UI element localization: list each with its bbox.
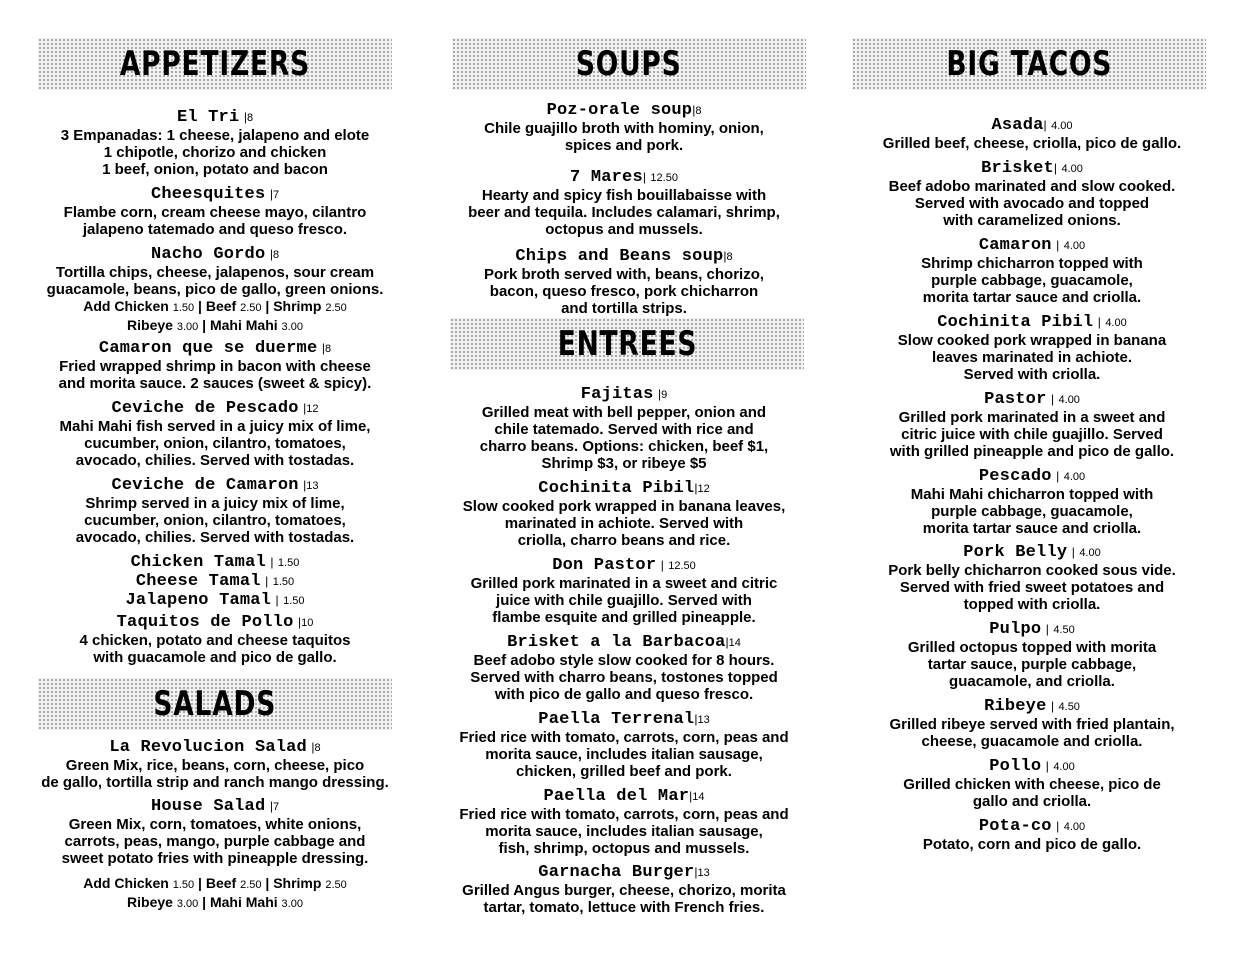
item-desc: flambe esquite and grilled pineapple. bbox=[492, 609, 756, 626]
taco-asada: Asada| 4.00 Grilled beef, cheese, criolla, pico de gallo. bbox=[832, 116, 1232, 152]
item-price: 10 bbox=[301, 617, 314, 629]
item-desc: Grilled beef, cheese, criolla, pico de gallo. bbox=[882, 135, 1182, 152]
item-desc: and morita sauce. 2 sauces (sweet & spicy). bbox=[58, 375, 372, 392]
item-desc: Potato, corn and pico de gallo. bbox=[922, 836, 1142, 853]
item-price: 4.00 bbox=[1053, 761, 1075, 773]
item-desc: with caramelized onions. bbox=[943, 212, 1121, 229]
item-name: Jalapeno Tamal bbox=[125, 591, 272, 610]
entrees-banner bbox=[450, 318, 804, 370]
item-desc: and tortilla strips. bbox=[561, 300, 687, 317]
menu-item-7-mares: 7 Mares| 12.50 Hearty and spicy fish bouillabaisse with beer and tequila. Includes calamari, shrimp, octopus and mussels. bbox=[427, 168, 821, 238]
item-desc: Tortilla chips, cheese, jalapenos, sour cream bbox=[55, 264, 375, 281]
menu-item-taquitos: Taquitos de Pollo |10 4 chicken, potato and cheese taquitos with guacamole and pico de gallo. bbox=[18, 613, 412, 666]
addon-line: Add Chicken 1.50 | Beef 2.50 | Shrimp 2.50 bbox=[83, 875, 347, 891]
item-price: 8 bbox=[314, 742, 321, 754]
menu-item-la-revolucion-salad: La Revolucion Salad |8 Green Mix, rice, beans, corn, cheese, pico de gallo, tortilla strip and ranch mango dressing. bbox=[18, 738, 412, 791]
item-desc: purple cabbage, guacamole, bbox=[931, 503, 1133, 520]
item-price: 4.00 bbox=[1058, 394, 1080, 406]
item-desc: bacon, queso fresco, pork chicharron bbox=[489, 283, 759, 300]
item-desc: Shrimp chicharron topped with bbox=[921, 255, 1143, 272]
item-price: 12.50 bbox=[668, 560, 696, 572]
big-tacos-banner bbox=[852, 38, 1206, 90]
soups-title: SOUPS bbox=[576, 44, 682, 84]
menu-item-nacho-gordo: Nacho Gordo |8 Tortilla chips, cheese, jalapenos, sour cream guacamole, beans, pico de gallo, green onions. Add Chicken 1.50 | Beef 2.50 | Shrimp 2.50 Ribeye 3.00 | Mahi Mahi 3.00 bbox=[18, 245, 412, 336]
item-price: 12 bbox=[697, 483, 710, 495]
item-price: 12.50 bbox=[650, 172, 678, 184]
item-desc: Chile guajillo broth with hominy, onion, bbox=[484, 120, 764, 137]
item-price: 8 bbox=[324, 343, 332, 355]
salads-banner bbox=[38, 678, 392, 730]
item-name: House Salad bbox=[150, 797, 266, 816]
item-desc: chicken, grilled beef and pork. bbox=[516, 763, 732, 780]
taco-pota-co: Pota-co | 4.00 Potato, corn and pico de gallo. bbox=[832, 817, 1232, 853]
item-name: Pastor bbox=[984, 390, 1047, 409]
item-price: 4.00 bbox=[1063, 821, 1086, 833]
taco-pollo: Pollo | 4.00 Grilled chicken with cheese, pico de gallo and criolla. bbox=[832, 757, 1232, 810]
item-price: 1.50 bbox=[277, 557, 300, 569]
item-desc: Beef adobo style slow cooked for 8 hours. bbox=[473, 652, 775, 669]
item-name: Paella Terrenal bbox=[538, 710, 695, 729]
item-desc: 1 chipotle, chorizo and chicken bbox=[103, 144, 327, 161]
item-price: 4.50 bbox=[1058, 701, 1080, 713]
item-desc: Pork belly chicharron cooked sous vide. bbox=[888, 562, 1176, 579]
item-desc: gallo and criolla. bbox=[972, 793, 1092, 810]
item-desc: tartar, tomato, lettuce with French fries. bbox=[483, 899, 765, 916]
item-desc: Mahi Mahi fish served in a juicy mix of lime, bbox=[59, 418, 371, 435]
item-price: 4.00 bbox=[1079, 547, 1101, 559]
item-price: 4.50 bbox=[1053, 624, 1075, 636]
item-desc: sweet potato fries with pineapple dressing. bbox=[61, 850, 369, 867]
appetizers-banner bbox=[38, 38, 392, 90]
menu-item-house-salad: House Salad |7 Green Mix, corn, tomatoes, white onions, carrots, peas, mango, purple cabbage and sweet potato fries with pineapple dressing. bbox=[18, 797, 412, 867]
addon-line: Ribeye 3.00 | Mahi Mahi 3.00 bbox=[127, 317, 303, 333]
menu-item-el-tri: El Tri |8 3 Empanadas: 1 cheese, jalapeno and elote 1 chipotle, chorizo and chicken 1 beef, onion, potato and bacon bbox=[18, 108, 412, 178]
item-desc: Grilled pork marinated in a sweet and citric bbox=[470, 575, 778, 592]
item-desc: Green Mix, rice, beans, corn, cheese, pico bbox=[65, 757, 365, 774]
taco-ribeye: Ribeye | 4.50 Grilled ribeye served with fried plantain, cheese, guacamole and criolla. bbox=[832, 697, 1232, 750]
item-desc: Grilled Angus burger, cheese, chorizo, morita bbox=[462, 882, 786, 899]
item-desc: tartar sauce, purple cabbage, bbox=[927, 656, 1137, 673]
item-desc: Fried rice with tomato, carrots, corn, peas and bbox=[459, 729, 789, 746]
item-desc: Shrimp $3, or ribeye $5 bbox=[541, 455, 707, 472]
item-name: 7 Mares bbox=[570, 168, 643, 187]
soups-banner bbox=[452, 38, 806, 90]
item-desc: Served with charro beans, tostones topped bbox=[470, 669, 778, 686]
salads-title: SALADS bbox=[153, 684, 277, 724]
item-desc: de gallo, tortilla strip and ranch mango dressing. bbox=[41, 774, 389, 791]
item-name: Poz-orale soup bbox=[546, 101, 693, 120]
menu-item-chips-and-beans-soup: Chips and Beans soup|8 Pork broth served with, beans, chorizo, bacon, queso fresco, pork chicharron and tortilla strips. bbox=[427, 247, 821, 317]
item-name: Pulpo bbox=[989, 620, 1042, 639]
item-price: 9 bbox=[661, 389, 668, 401]
item-name: Brisket a la Barbacoa bbox=[507, 633, 726, 652]
menu-item-don-pastor: Don Pastor | 12.50 Grilled pork marinated in a sweet and citric juice with chile guajillo. Served with flambe esquite and grilled pineapple. bbox=[427, 556, 821, 626]
taco-pescado: Pescado | 4.00 Mahi Mahi chicharron topped with purple cabbage, guacamole, morita tartar sauce and criolla. bbox=[832, 467, 1232, 537]
item-price: 4.00 bbox=[1061, 163, 1083, 175]
item-desc: Grilled octopus topped with morita bbox=[907, 639, 1157, 656]
appetizers-title: APPETIZERS bbox=[119, 44, 311, 84]
item-name: Ceviche de Pescado bbox=[111, 399, 299, 418]
item-desc: beer and tequila. Includes calamari, shrimp, bbox=[468, 204, 780, 221]
item-desc: with pico de gallo and queso fresco. bbox=[494, 686, 754, 703]
item-desc: carrots, peas, mango, purple cabbage and bbox=[64, 833, 366, 850]
item-desc: citric juice with chile guajillo. Served bbox=[901, 426, 1163, 443]
item-price: 13 bbox=[697, 867, 710, 879]
item-name: Pescado bbox=[978, 467, 1052, 486]
taco-pastor: Pastor | 4.00 Grilled pork marinated in a sweet and citric juice with chile guajillo. Served with grilled pineapple and pico de gallo. bbox=[832, 390, 1232, 460]
item-desc: cheese, guacamole and criolla. bbox=[921, 733, 1143, 750]
item-desc: cucumber, onion, cilantro, tomatoes, bbox=[84, 512, 346, 529]
item-desc: avocado, chilies. Served with tostadas. bbox=[75, 452, 355, 469]
item-price: 8 bbox=[695, 105, 702, 117]
item-desc: jalapeno tatemado and queso fresco. bbox=[82, 221, 348, 238]
item-desc: Mahi Mahi chicharron topped with bbox=[910, 486, 1154, 503]
item-name: Cheesquites bbox=[150, 185, 266, 204]
item-desc: fish, shrimp, octopus and mussels. bbox=[498, 840, 750, 857]
item-name: Chips and Beans soup bbox=[515, 247, 724, 266]
item-desc: Served with criolla. bbox=[963, 366, 1101, 383]
salad-addons bbox=[18, 875, 412, 913]
item-desc: with guacamole and pico de gallo. bbox=[93, 649, 337, 666]
item-name: Paella del Mar bbox=[543, 787, 690, 806]
item-name: Pota-co bbox=[978, 817, 1052, 836]
item-price: 4.00 bbox=[1063, 240, 1086, 252]
item-price: 4.00 bbox=[1051, 120, 1073, 132]
item-name: Pork Belly bbox=[963, 543, 1068, 562]
item-price: 7 bbox=[272, 189, 280, 201]
item-desc: Beef adobo marinated and slow cooked. bbox=[888, 178, 1176, 195]
item-price: 12 bbox=[306, 403, 319, 415]
item-desc: 1 beef, onion, potato and bacon bbox=[102, 161, 328, 178]
item-desc: with grilled pineapple and pico de gallo. bbox=[889, 443, 1175, 460]
item-desc: morita sauce, includes italian sausage, bbox=[485, 746, 763, 763]
menu-item-brisket-barbacoa: Brisket a la Barbacoa|14 Beef adobo style slow cooked for 8 hours. Served with charro beans, tostones topped with pico de gallo and queso fresco. bbox=[427, 633, 821, 703]
item-desc: morita sauce, includes italian sausage, bbox=[485, 823, 763, 840]
item-desc: criolla, charro beans and rice. bbox=[517, 532, 731, 549]
item-desc: leaves marinated in achiote. bbox=[931, 349, 1133, 366]
taco-cochinita-pibil: Cochinita Pibil | 4.00 Slow cooked pork wrapped in banana leaves marinated in achiote. Served with criolla. bbox=[832, 313, 1232, 383]
menu-item-ceviche-pescado: Ceviche de Pescado |12 Mahi Mahi fish served in a juicy mix of lime, cucumber, onion, cilantro, tomatoes, avocado, chilies. Served with tostadas. bbox=[18, 399, 412, 469]
item-desc: topped with criolla. bbox=[963, 596, 1101, 613]
item-desc: Grilled pork marinated in a sweet and bbox=[898, 409, 1166, 426]
item-desc: charro beans. Options: chicken, beef $1, bbox=[479, 438, 769, 455]
item-desc: Fried wrapped shrimp in bacon with cheese bbox=[59, 358, 371, 375]
menu-item-ceviche-camaron: Ceviche de Camaron |13 Shrimp served in a juicy mix of lime, cucumber, onion, cilantro, tomatoes, avocado, chilies. Served with tostadas. bbox=[18, 476, 412, 546]
item-name: Taquitos de Pollo bbox=[116, 613, 294, 632]
item-price: 14 bbox=[692, 791, 705, 803]
item-name: Fajitas bbox=[580, 385, 654, 404]
item-desc: 3 Empanadas: 1 cheese, jalapeno and elote bbox=[60, 127, 370, 144]
addon-line: Ribeye 3.00 | Mahi Mahi 3.00 bbox=[127, 894, 303, 910]
menu-item-pozorale-soup: Poz-orale soup|8 Chile guajillo broth with hominy, onion, spices and pork. bbox=[427, 101, 821, 154]
item-desc: chile tatemado. Served with rice and bbox=[494, 421, 754, 438]
item-price: 8 bbox=[726, 251, 733, 263]
menu-item-garnacha-burger: Garnacha Burger|13 Grilled Angus burger, cheese, chorizo, morita tartar, tomato, lettuce with French fries. bbox=[427, 863, 821, 916]
big-tacos-title: BIG TACOS bbox=[946, 44, 1112, 84]
item-price: 8 bbox=[246, 112, 254, 124]
menu-item-cheesquites: Cheesquites |7 Flambe corn, cream cheese mayo, cilantro jalapeno tatemado and queso fresco. bbox=[18, 185, 412, 238]
menu-item-camaron-que-se-duerme: Camaron que se duerme |8 Fried wrapped shrimp in bacon with cheese and morita sauce. 2 sauces (sweet & spicy). bbox=[18, 339, 412, 392]
item-name: Camaron bbox=[978, 236, 1052, 255]
item-name: Cheese Tamal bbox=[135, 572, 261, 591]
addon-line: Add Chicken 1.50 | Beef 2.50 | Shrimp 2.50 bbox=[83, 298, 347, 314]
item-name: Ribeye bbox=[984, 697, 1047, 716]
item-desc: avocado, chilies. Served with tostadas. bbox=[75, 529, 355, 546]
taco-pork-belly: Pork Belly | 4.00 Pork belly chicharron cooked sous vide. Served with fried sweet potatoes and topped with criolla. bbox=[832, 543, 1232, 613]
entrees-title: ENTREES bbox=[557, 324, 697, 364]
item-price: 7 bbox=[272, 801, 280, 813]
item-price: 13 bbox=[697, 714, 710, 726]
item-desc: Slow cooked pork wrapped in banana bbox=[897, 332, 1167, 349]
item-desc: 4 chicken, potato and cheese taquitos bbox=[79, 632, 351, 649]
item-desc: Pork broth served with, beans, chorizo, bbox=[483, 266, 765, 283]
item-price: 4.00 bbox=[1105, 317, 1127, 329]
item-name: Camaron que se duerme bbox=[98, 339, 318, 358]
menu-item-paella-terrenal: Paella Terrenal|13 Fried rice with tomato, carrots, corn, peas and morita sauce, includes italian sausage, chicken, grilled beef and pork. bbox=[427, 710, 821, 780]
item-desc: morita tartar sauce and criolla. bbox=[922, 289, 1142, 306]
item-desc: Grilled ribeye served with fried plantain, bbox=[889, 716, 1175, 733]
item-price: 14 bbox=[728, 637, 741, 649]
item-name: Ceviche de Camaron bbox=[111, 476, 299, 495]
item-price: 1.50 bbox=[283, 595, 305, 607]
item-desc: Grilled chicken with cheese, pico de bbox=[903, 776, 1161, 793]
item-name: El Tri bbox=[176, 108, 240, 127]
taco-camaron: Camaron | 4.00 Shrimp chicharron topped with purple cabbage, guacamole, morita tartar sauce and criolla. bbox=[832, 236, 1232, 306]
item-desc: purple cabbage, guacamole, bbox=[931, 272, 1133, 289]
item-desc: Served with fried sweet potatoes and bbox=[899, 579, 1165, 596]
item-price: 4.00 bbox=[1063, 471, 1086, 483]
item-desc: Slow cooked pork wrapped in banana leaves, bbox=[462, 498, 786, 515]
menu-item-paella-del-mar: Paella del Mar|14 Fried rice with tomato, carrots, corn, peas and morita sauce, includes italian sausage, fish, shrimp, octopus and mussels. bbox=[427, 787, 821, 857]
item-desc: Flambe corn, cream cheese mayo, cilantro bbox=[63, 204, 367, 221]
menu-item-cochinita-pibil-entree: Cochinita Pibil|12 Slow cooked pork wrapped in banana leaves, marinated in achiote. Served with criolla, charro beans and rice. bbox=[427, 479, 821, 549]
item-desc: guacamole, beans, pico de gallo, green onions. bbox=[46, 281, 384, 298]
item-desc: Shrimp served in a juicy mix of lime, bbox=[85, 495, 345, 512]
item-desc: octopus and mussels. bbox=[545, 221, 703, 238]
item-desc: Fried rice with tomato, carrots, corn, peas and bbox=[459, 806, 789, 823]
item-desc: morita tartar sauce and criolla. bbox=[922, 520, 1142, 537]
item-desc: Green Mix, corn, tomatoes, white onions, bbox=[68, 816, 362, 833]
item-name: Cochinita Pibil bbox=[937, 313, 1094, 332]
item-name: Pollo bbox=[989, 757, 1042, 776]
item-name: Brisket bbox=[981, 159, 1054, 178]
menu-item-tamales: Chicken Tamal | 1.50 Cheese Tamal | 1.50 Jalapeno Tamal | 1.50 bbox=[125, 553, 305, 610]
item-name: La Revolucion Salad bbox=[109, 738, 307, 757]
item-name: Cochinita Pibil bbox=[538, 479, 695, 498]
item-desc: spices and pork. bbox=[564, 137, 684, 154]
item-price: 8 bbox=[272, 249, 280, 261]
item-name: Nacho Gordo bbox=[150, 245, 266, 264]
item-desc: Hearty and spicy fish bouillabaisse with bbox=[481, 187, 767, 204]
taco-brisket: Brisket| 4.00 Beef adobo marinated and slow cooked. Served with avocado and topped with caramelized onions. bbox=[832, 159, 1232, 229]
item-name: Don Pastor bbox=[552, 556, 657, 575]
item-name: Asada bbox=[991, 116, 1044, 135]
item-name: Garnacha Burger bbox=[538, 863, 695, 882]
item-name: Chicken Tamal bbox=[130, 553, 266, 572]
item-desc: guacamole, and criolla. bbox=[949, 673, 1115, 690]
item-desc: Grilled meat with bell pepper, onion and bbox=[481, 404, 767, 421]
item-desc: cucumber, onion, cilantro, tomatoes, bbox=[84, 435, 346, 452]
item-desc: marinated in achiote. Served with bbox=[504, 515, 744, 532]
taco-pulpo: Pulpo | 4.50 Grilled octopus topped with morita tartar sauce, purple cabbage, guacamole, and criolla. bbox=[832, 620, 1232, 690]
item-desc: juice with chile guajillo. Served with bbox=[496, 592, 752, 609]
item-desc: Served with avocado and topped bbox=[914, 195, 1150, 212]
item-price: 13 bbox=[306, 480, 319, 492]
menu-item-fajitas: Fajitas |9 Grilled meat with bell pepper, onion and chile tatemado. Served with rice and charro beans. Options: chicken, beef $1, Shrimp $3, or ribeye $5 bbox=[427, 385, 821, 472]
item-price: 1.50 bbox=[272, 576, 295, 588]
